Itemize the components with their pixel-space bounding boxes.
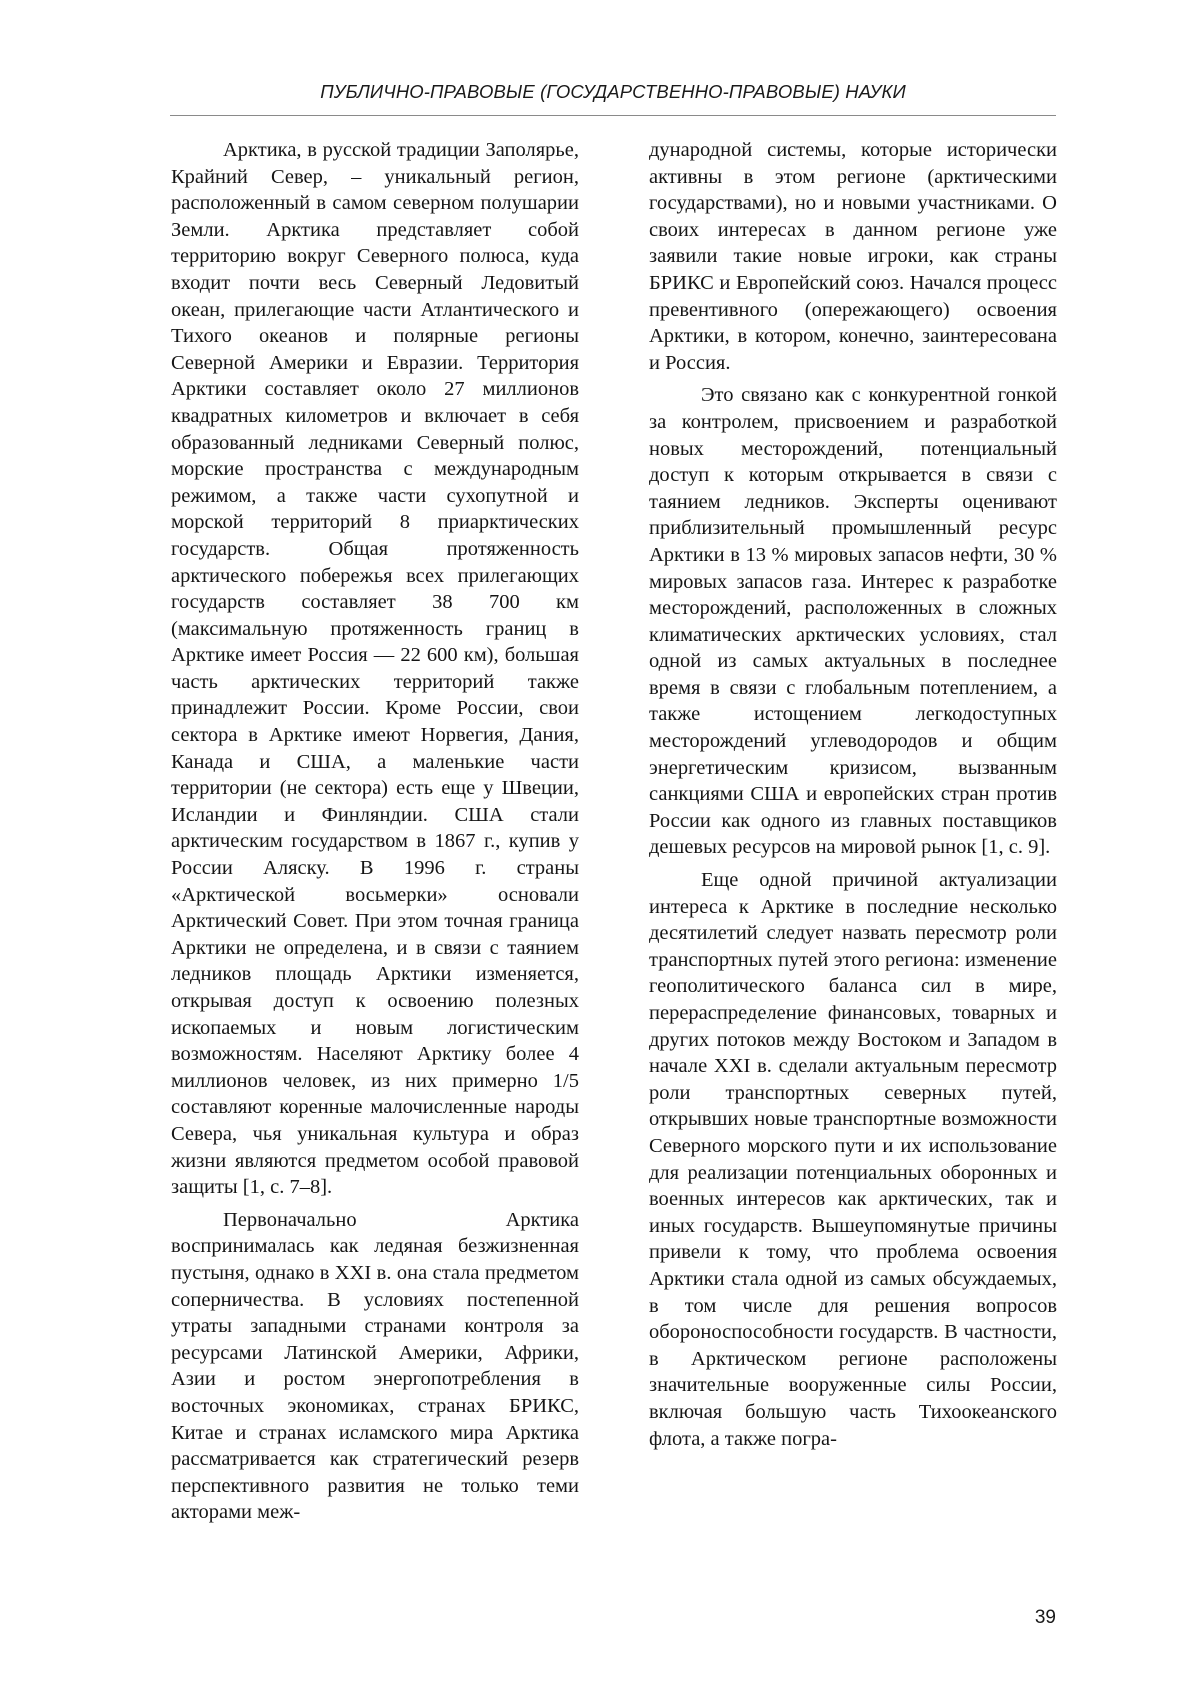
page-number: 39 (1034, 1607, 1056, 1628)
right-column (649, 137, 1057, 1452)
paragraph-continuation: дународной системы, которые исторически активны в этом регионе (арктическими государствами), но и новыми участниками. О своих интересах в данном регионе уже заявили такие новые игроки, как страны БРИКС и Европейский союз. Начался процесс превентивного (опережающего) освоения Арктики, в котором, конечно, заинтересована и Россия. (649, 139, 1057, 374)
paragraph-resources: Это связано как с конкурентной гонкой за контролем, присвоением и разработкой новых месторождений, потенциальный доступ к которым открывается в связи с таянием ледников. Эксперты оценивают приблизительный промышленный ресурс Арктики в 13 % мировых запасов нефти, 30 % мировых запасов газа. Интерес к разработке месторождений, расположенных в сложных климатических арктических условиях, стал одной из самых актуальных в последнее время в связи с глобальным потеплением, а также истощением легкодоступных месторождений углеводородов и общим энергетическим кризисом, вызванным санкциями США и европейских стран против России как одного из главных поставщиков дешевых ресурсов на мировой рынок [1, с. 9]. (649, 384, 1057, 859)
paragraph-arctic-overview: Арктика, в русской традиции Заполярье, Крайний Север, – уникальный регион, расположенный в самом северном полушарии Земли. Арктика представляет собой территорию вокруг Северного полюса, куда входит почти весь Северный Ледовитый океан, прилегающие части Атлантического и Тихого океанов и полярные регионы Северной Америки и Евразии. Территория Арктики составляет около 27 миллионов квадратных километров и включает в себя образованный ледниками Северный полюс, морские пространства с международным режимом, а также части сухопутной и морской территорий 8 приарктических государств. Общая протяженность арктического побережья всех прилегающих государств составляет 38 700 км (максимальную протяженность границ в Арктике имеет Россия — 22 600 км), большая часть арктических территорий также принадлежит России. Кроме России, свои сектора в Арктике имеют Норвегия, Дания, Канада и США, а маленькие части территории (не сектора) есть еще у Швеции, Исландии и Финляндии. США стали арктическим государством в 1867 г., купив у России Аляску. В 1996 г. страны «Арктической восьмерки» основали Арктический Совет. При этом точная граница Арктики не определена, и в связи с таянием ледников площадь Арктики изменяется, открывая доступ к освоению полезных ископаемых и новым логистическим возможностям. Населяют Арктику более 4 миллионов человек, из них примерно 1/5 составляют коренные малочисленные народы Севера, чья уникальная культура и образ жизни являются предметом особой правовой защиты [1, с. 7–8]. (171, 139, 579, 1199)
header-rule (170, 115, 1056, 116)
paragraph-arctic-rivalry: Первоначально Арктика воспринималась как ледяная безжизненная пустыня, однако в XXI в. она стала предметом соперничества. В условиях постепенной утраты западными странами контроля за ресурсами Латинской Америки, Африки, Азии и ростом энергопотребления в восточных экономиках, странах БРИКС, Китае и странах исламского мира Арктика рассматривается как стратегический резерв перспективного развития не только теми акторами меж- (171, 1208, 579, 1524)
paragraph-transport-routes: Еще одной причиной актуализации интереса к Арктике в последние несколько десятилетий следует назвать пересмотр роли транспортных путей этого региона: изменение геополитического баланса сил в мире, перераспределение финансовых, товарных и других потоков между Востоком и Западом в начале XXI в. сделали актуальным пересмотр роли транспортных северных путей, открывших новые транспортные возможности Северного морского пути и их использование для реализации потенциальных оборонных и военных интересов как арктических, так и иных государств. Вышеупомянутые причины привели к тому, что проблема освоения Арктики стала одной из самых обсуждаемых, в том числе для решения вопросов обороноспособности государств. В частности, в Арктическом регионе расположены значительные вооруженные силы России, включая большую часть Тихоокеанского флота, а также погра- (649, 869, 1057, 1450)
running-title: ПУБЛИЧНО-ПРАВОВЫЕ (ГОСУДАРСТВЕННО-ПРАВОВЫЕ) НАУКИ (320, 81, 906, 102)
left-column (171, 137, 579, 1526)
